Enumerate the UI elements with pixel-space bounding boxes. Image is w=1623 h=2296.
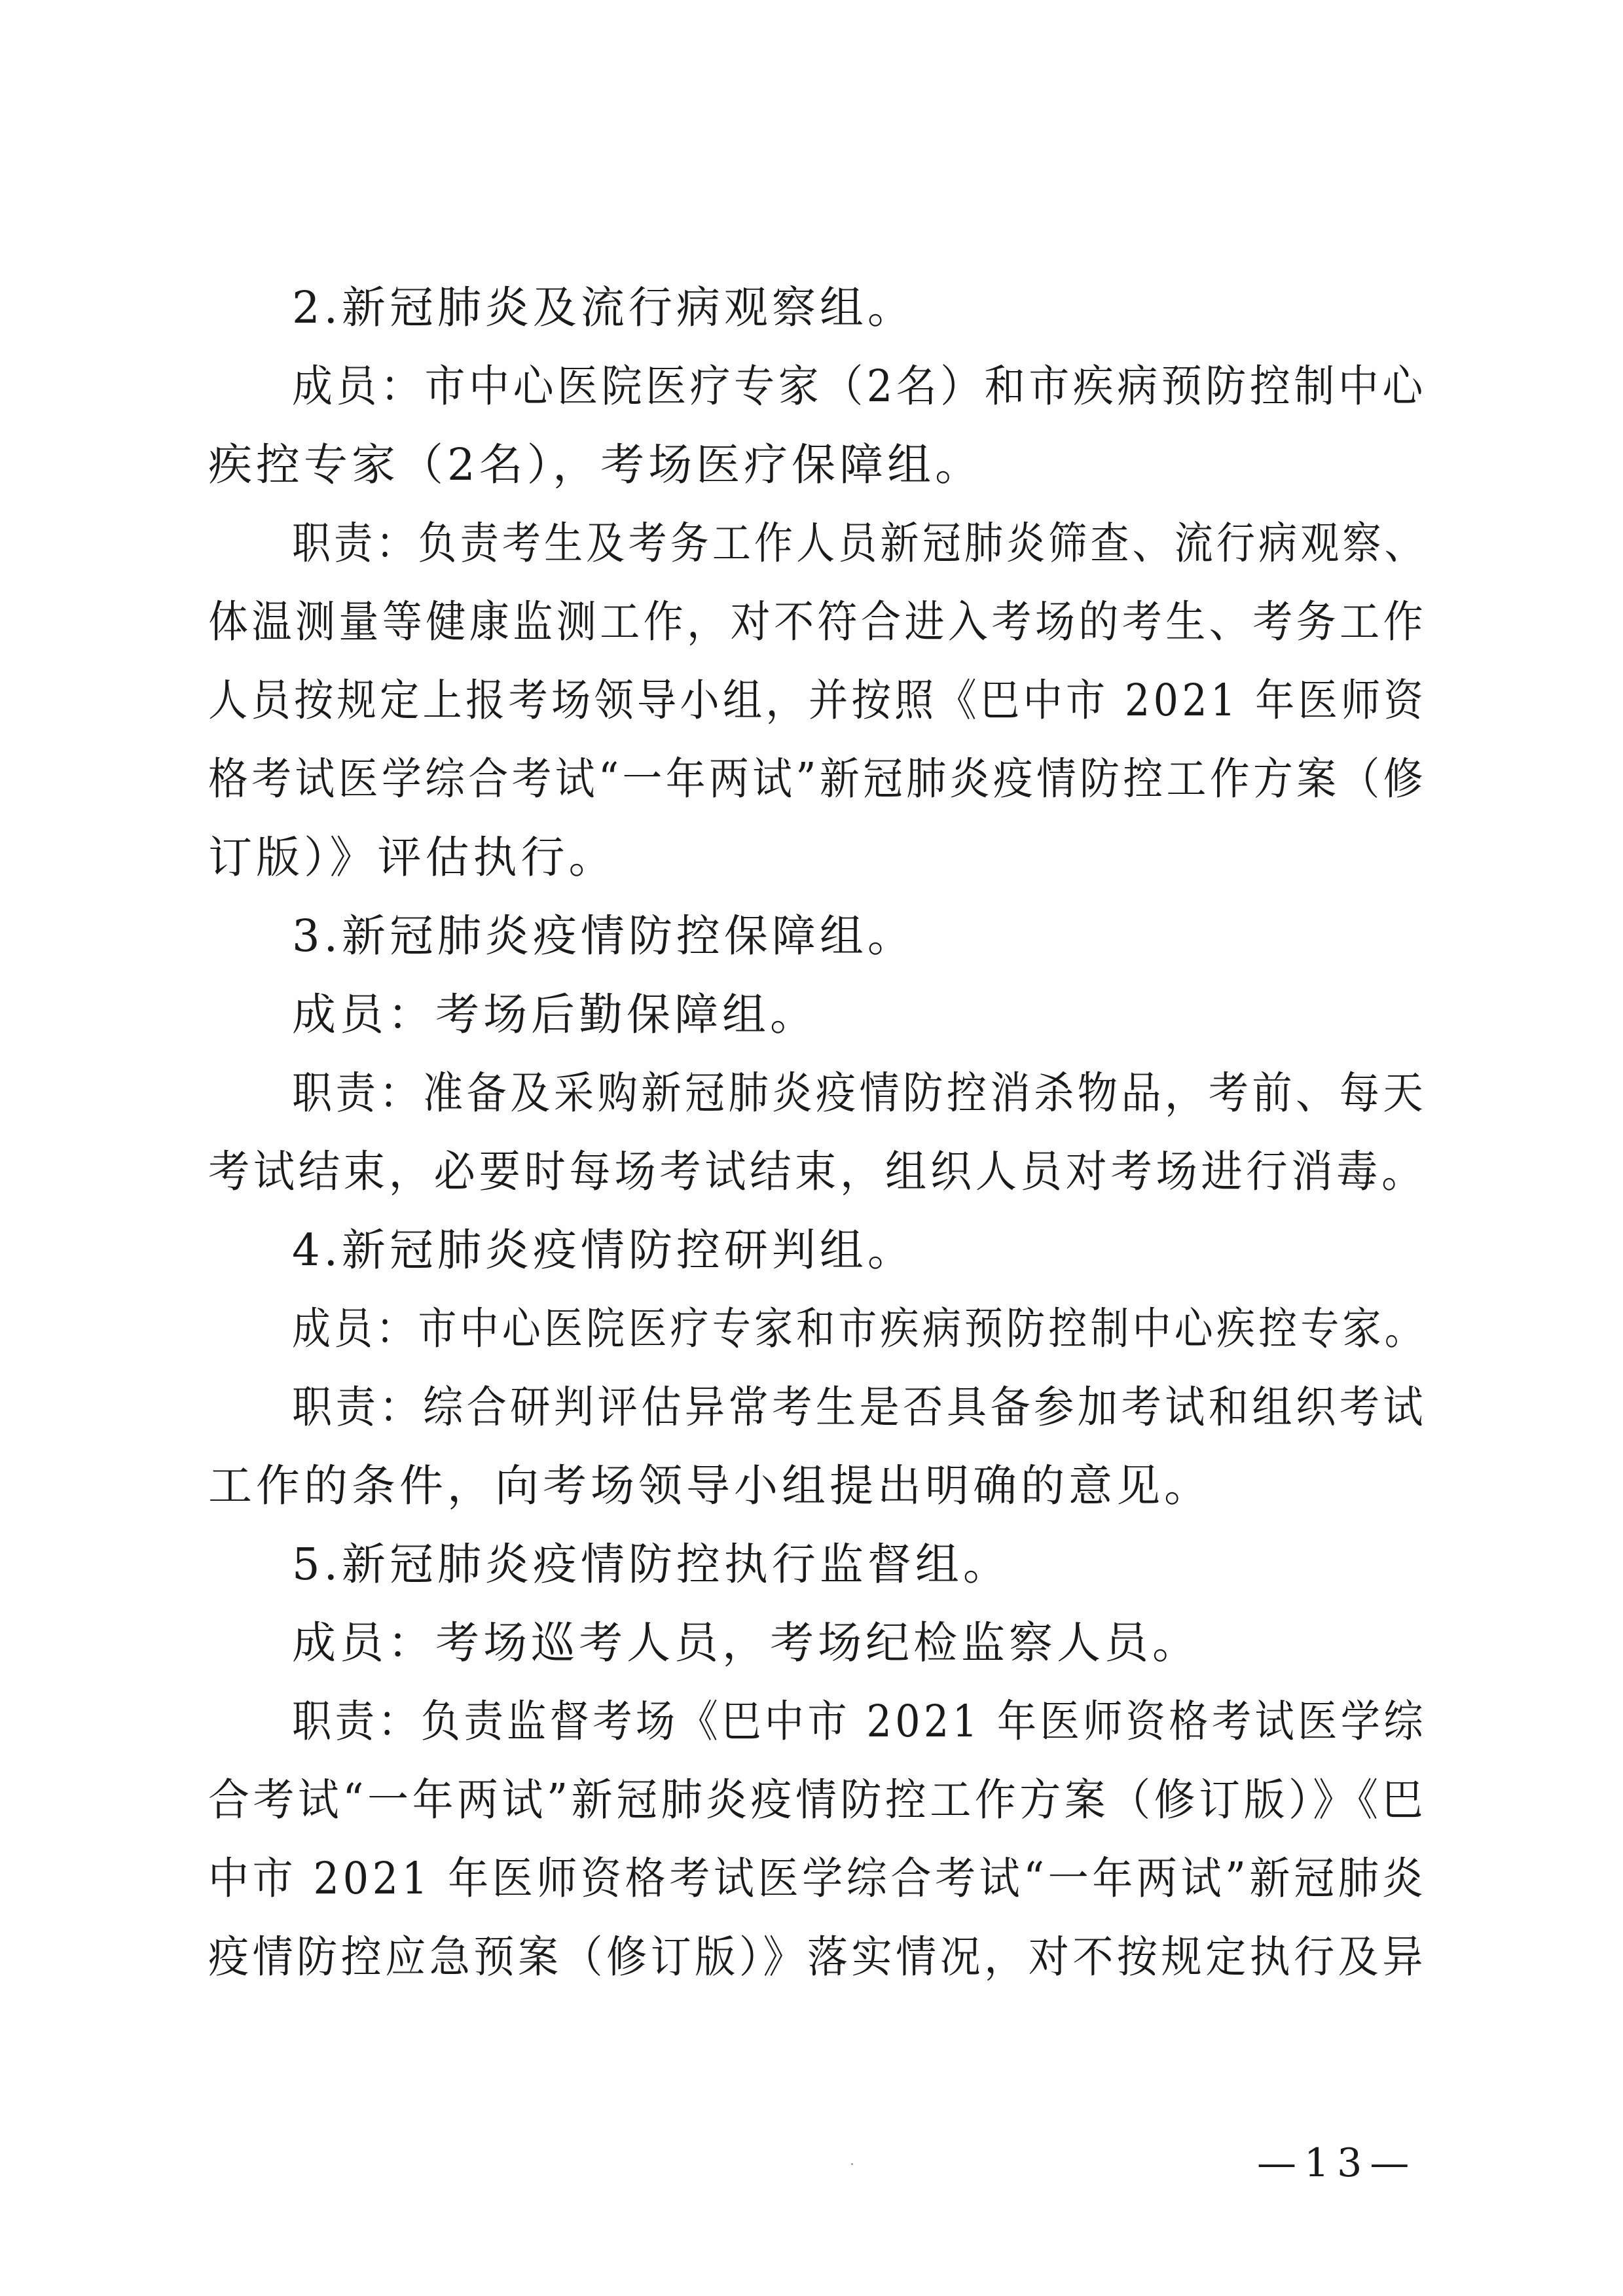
paragraph-line: 职责：准备及采购新冠肺炎疫情防控消杀物品，考前、每天 [292, 1067, 1427, 1119]
paragraph-line: 体温测量等健康监测工作，对不符合进入考场的考生、考务工作 [208, 596, 1427, 647]
paragraph-line: 成员：市中心医院医疗专家和市疾病预防控制中心疾控专家。 [292, 1303, 1427, 1354]
paragraph-line: 疾控专家（2名），考场医疗保障组。 [208, 439, 983, 490]
section-heading-5: 5.新冠肺炎疫情防控执行监督组。 [292, 1539, 1011, 1590]
paragraph-line: 成员：市中心医院医疗专家（2名）和市疾病预防控制中心 [292, 361, 1427, 412]
section-heading-2: 2.新冠肺炎及流行病观察组。 [292, 282, 915, 333]
paragraph-line: 订版）》评估执行。 [208, 832, 617, 883]
paragraph-line: 职责：负责监督考场《巴中市 2021 年医师资格考试医学综 [292, 1696, 1427, 1747]
paragraph-line: 成员：考场后勤保障组。 [292, 989, 818, 1040]
scan-speck [851, 2163, 853, 2165]
paragraph-line: 职责：综合研判评估异常考生是否具备参加考试和组织考试 [292, 1382, 1427, 1433]
paragraph-line: 中市 2021 年医师资格考试医学综合考试“一年两试”新冠肺炎 [208, 1853, 1427, 1904]
paragraph-line: 疫情防控应急预案（修订版）》落实情况，对不按规定执行及异 [208, 1931, 1427, 1982]
paragraph-line: 合考试“一年两试”新冠肺炎疫情防控工作方案（修订版）》《巴 [208, 1774, 1427, 1825]
page-number: —13— [1257, 2140, 1417, 2186]
paragraph-line: 格考试医学综合考试“一年两试”新冠肺炎疫情防控工作方案（修 [208, 753, 1427, 804]
section-heading-3: 3.新冠肺炎疫情防控保障组。 [292, 910, 915, 961]
paragraph-line: 职责：负责考生及考务工作人员新冠肺炎筛查、流行病观察、 [292, 518, 1427, 569]
paragraph-line: 人员按规定上报考场领导小组，并按照《巴中市 2021 年医师资 [208, 675, 1427, 726]
paragraph-line: 工作的条件，向考场领导小组提出明确的意见。 [208, 1460, 1212, 1511]
paragraph-line: 考试结束，必要时每场考试结束，组织人员对考场进行消毒。 [208, 1146, 1427, 1197]
paragraph-line: 成员：考场巡考人员，考场纪检监察人员。 [292, 1617, 1200, 1668]
section-heading-4: 4.新冠肺炎疫情防控研判组。 [292, 1225, 915, 1276]
